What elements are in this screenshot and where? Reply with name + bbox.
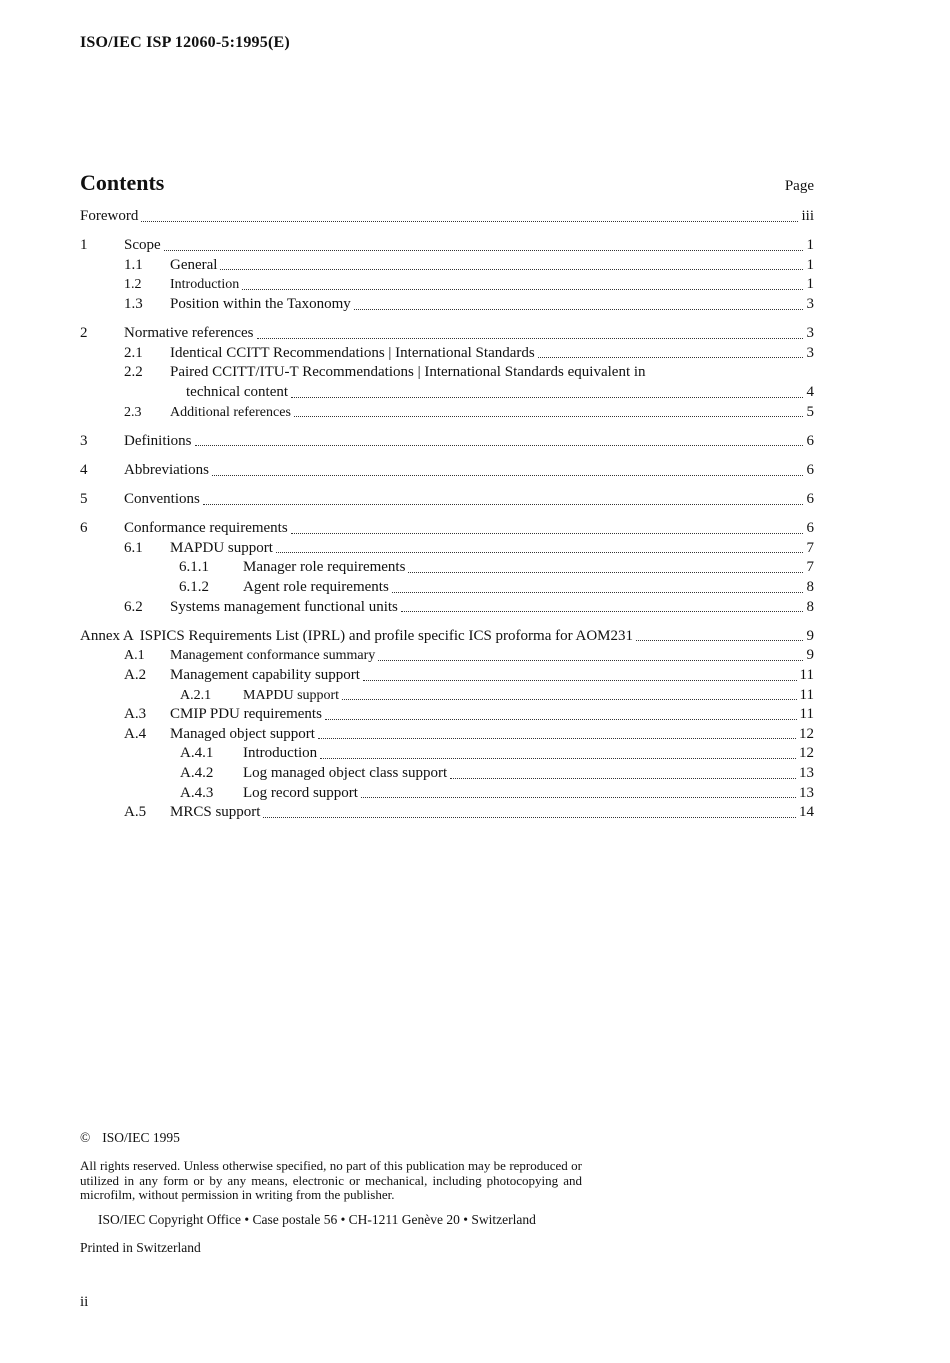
toc-entry-page: 8: [806, 598, 814, 615]
toc-entry-title: Additional references: [170, 404, 291, 420]
toc-entry-number: 1.2: [124, 277, 142, 293]
toc-entry-page: 1: [806, 237, 814, 254]
toc-entry-2-2[interactable]: [80, 363, 814, 383]
dot-leader: [354, 308, 803, 310]
toc-entry-title: Introduction: [243, 745, 318, 762]
toc-entry-number: A.1: [124, 648, 145, 664]
toc-entry-title: CMIP PDU requirements: [170, 706, 322, 723]
dot-leader: [294, 415, 803, 417]
toc-entry-5[interactable]: [80, 490, 814, 510]
toc-entry-number: 6.1.1: [179, 559, 209, 576]
toc-entry-6-1-2[interactable]: [80, 578, 814, 598]
toc-entry-number: 6: [80, 520, 88, 537]
toc-entry-page: 14: [799, 804, 814, 821]
dot-leader: [141, 220, 798, 222]
toc-entry-page: 11: [799, 686, 814, 703]
dot-leader: [212, 474, 803, 476]
toc-entry-6-2[interactable]: [80, 598, 814, 618]
toc-entry-title: General: [170, 256, 218, 273]
toc-entry-6-1-1[interactable]: [80, 558, 814, 578]
copyright-line: [80, 1130, 582, 1146]
printed-in: Printed in Switzerland: [80, 1239, 201, 1255]
dot-leader: [164, 249, 803, 251]
toc-entry-number: 2.2: [124, 364, 143, 381]
toc-entry-number: A.2: [124, 667, 147, 684]
toc-entry-1-2[interactable]: [80, 275, 814, 295]
toc-entry-page: 5: [806, 403, 814, 420]
toc-entry-number: 2.3: [124, 404, 142, 420]
toc-entry-page: 12: [799, 745, 814, 762]
toc-entry-number: 1.3: [124, 295, 143, 312]
toc-entry-number: 4: [80, 461, 88, 478]
toc-entry-number: 6.1: [124, 539, 143, 556]
toc-entry-a-2-1[interactable]: [80, 686, 814, 706]
toc-entry-a-3[interactable]: [80, 705, 814, 725]
toc-entry-title: Log record support: [243, 784, 358, 801]
toc-entry-2[interactable]: [80, 324, 814, 344]
toc-entry-title: MAPDU support: [243, 687, 340, 703]
toc-entry-number: A.4.3: [180, 784, 214, 801]
dot-leader: [401, 610, 803, 612]
toc-entry-number: 6.1.2: [179, 579, 209, 596]
dot-leader: [361, 796, 796, 798]
toc-entry-a-4[interactable]: [80, 725, 814, 745]
dot-leader: [291, 396, 803, 398]
toc-entry-title: Management capability support: [170, 667, 360, 684]
toc-entry-page: 13: [799, 765, 814, 781]
toc-entry-page: 13: [799, 784, 814, 801]
toc-entry-title: Manager role requirements: [243, 559, 406, 576]
dot-leader: [257, 337, 803, 339]
toc-entry-4[interactable]: [80, 461, 814, 481]
toc-entry-page: 7: [806, 539, 814, 556]
dot-leader: [408, 571, 803, 573]
document-header: ISO/IEC ISP 12060-5:1995(E): [80, 34, 290, 51]
toc-entry-number: 3: [80, 432, 88, 449]
dot-leader: [242, 288, 803, 290]
toc-entry-page: 9: [806, 647, 814, 664]
dot-leader: [291, 532, 803, 534]
toc-entry-a-5[interactable]: [80, 803, 814, 823]
dot-leader: [318, 737, 796, 739]
toc-entry-page: 11: [799, 706, 814, 723]
toc-entry-number: A.5: [124, 804, 147, 821]
dot-leader: [392, 591, 803, 593]
dot-leader: [263, 816, 796, 818]
toc-entry-title: ISPICS Requirements List (IPRL) and profile specific ICS proforma for AOM231: [139, 627, 634, 644]
toc-entry-title: Paired CCITT/ITU-T Recommendations | International Standards equivalent in: [170, 364, 646, 381]
toc-entry-page: 4: [806, 383, 814, 400]
dot-leader: [220, 268, 803, 270]
toc-entry-page: iii: [801, 208, 814, 224]
toc-entry-number: A.4.2: [180, 765, 214, 781]
toc-entry-number: A.3: [124, 706, 147, 723]
toc-entry-title: Scope: [124, 237, 161, 254]
toc-entry-a-4-2[interactable]: [80, 764, 814, 784]
toc-entry-title: MAPDU support: [170, 539, 273, 556]
toc-entry-2-3[interactable]: [80, 403, 814, 423]
toc-entry-page: 6: [806, 432, 814, 449]
toc-entry-title: Definitions: [124, 432, 192, 449]
toc-entry-1-3[interactable]: [80, 295, 814, 315]
toc-entry-page: 1: [806, 276, 814, 293]
page-number: ii: [80, 1294, 89, 1310]
toc-entry-page: 11: [799, 667, 814, 684]
toc-entry-page: 6: [806, 520, 814, 537]
copyright-text: ISO/IEC 1995: [102, 1130, 180, 1145]
toc-entry-a-4-1[interactable]: [80, 744, 814, 764]
table-of-contents: [80, 207, 814, 823]
toc-entry-foreword[interactable]: [80, 207, 814, 227]
page-column-label: Page: [784, 178, 814, 194]
contents-title: Contents: [80, 170, 165, 195]
dot-leader: [203, 503, 803, 505]
toc-entry-number: Annex A: [80, 627, 134, 644]
toc-entry-3[interactable]: [80, 432, 814, 452]
toc-entry-number: 2.1: [124, 344, 143, 361]
dot-leader: [378, 659, 803, 661]
toc-entry-number: A.4.1: [180, 745, 214, 762]
toc-entry-title: Introduction: [170, 277, 240, 293]
toc-entry-2-1[interactable]: [80, 344, 814, 364]
toc-entry-page: 1: [806, 256, 814, 273]
toc-entry-number: 1: [80, 237, 88, 254]
dot-leader: [342, 698, 796, 700]
toc-entry-1[interactable]: [80, 236, 814, 256]
toc-entry-page: 3: [806, 295, 814, 312]
toc-entry-a-2[interactable]: [80, 666, 814, 686]
rights-statement: All rights reserved. Unless otherwise specified, no part of this publication may be reproduced or utilized in any form or by any means, electronic or mechanical, including photocopying and microfilm, without permission in writing from the publisher.: [80, 1158, 582, 1202]
toc-entry-number: 2: [80, 325, 88, 342]
toc-entry-page: 8: [806, 579, 814, 596]
toc-entry-number: 1.1: [124, 256, 143, 273]
toc-entry-title: Managed object support: [170, 725, 315, 742]
toc-entry-title: Foreword: [80, 208, 139, 224]
toc-entry-annex-a[interactable]: [80, 627, 814, 647]
copyright-icon: ©: [80, 1130, 91, 1145]
toc-entry-page: 7: [806, 559, 814, 576]
dot-leader: [538, 356, 803, 358]
toc-entry-title: MRCS support: [170, 804, 261, 821]
toc-entry-6[interactable]: [80, 519, 814, 539]
toc-entry-title: Conventions: [124, 491, 200, 508]
toc-entry-a-4-3[interactable]: [80, 784, 814, 804]
toc-entry-page: 3: [806, 344, 814, 361]
toc-entry-title: Identical CCITT Recommendations | International Standards: [170, 344, 535, 361]
toc-entry-2-2-continued[interactable]: [80, 383, 814, 403]
toc-entry-title: Position within the Taxonomy: [170, 295, 351, 312]
toc-entry-page: 6: [806, 461, 814, 478]
toc-entry-title: Management conformance summary: [170, 648, 376, 664]
toc-entry-number: A.4: [124, 725, 147, 742]
dot-leader: [363, 679, 797, 681]
toc-entry-number: 6.2: [124, 598, 143, 615]
toc-entry-page: 6: [806, 491, 814, 508]
toc-entry-6-1[interactable]: [80, 539, 814, 559]
toc-entry-title: Log managed object class support: [243, 765, 448, 781]
copyright-office-address: ISO/IEC Copyright Office • Case postale 56 • CH-1211 Genève 20 • Switzerland: [98, 1211, 536, 1227]
toc-entry-title: Abbreviations: [124, 461, 209, 478]
dot-leader: [450, 777, 796, 779]
toc-entry-title-continued: technical content: [186, 383, 289, 400]
dot-leader: [325, 718, 797, 720]
toc-entry-number: 5: [80, 491, 88, 508]
toc-entry-title: Normative references: [124, 325, 254, 342]
toc-entry-page: 9: [806, 627, 814, 644]
dot-leader: [636, 639, 803, 641]
toc-entry-1-1[interactable]: [80, 256, 814, 276]
dot-leader: [320, 757, 796, 759]
toc-entry-page: 12: [799, 725, 814, 742]
dot-leader: [195, 444, 804, 446]
toc-entry-title: Conformance requirements: [124, 520, 288, 537]
toc-entry-number: A.2.1: [180, 687, 212, 703]
toc-entry-title: Systems management functional units: [170, 598, 398, 615]
copyright-block: [80, 1130, 582, 1256]
dot-leader: [276, 551, 803, 553]
toc-entry-a-1[interactable]: [80, 646, 814, 666]
toc-entry-page: 3: [806, 325, 814, 342]
toc-entry-title: Agent role requirements: [243, 579, 389, 596]
